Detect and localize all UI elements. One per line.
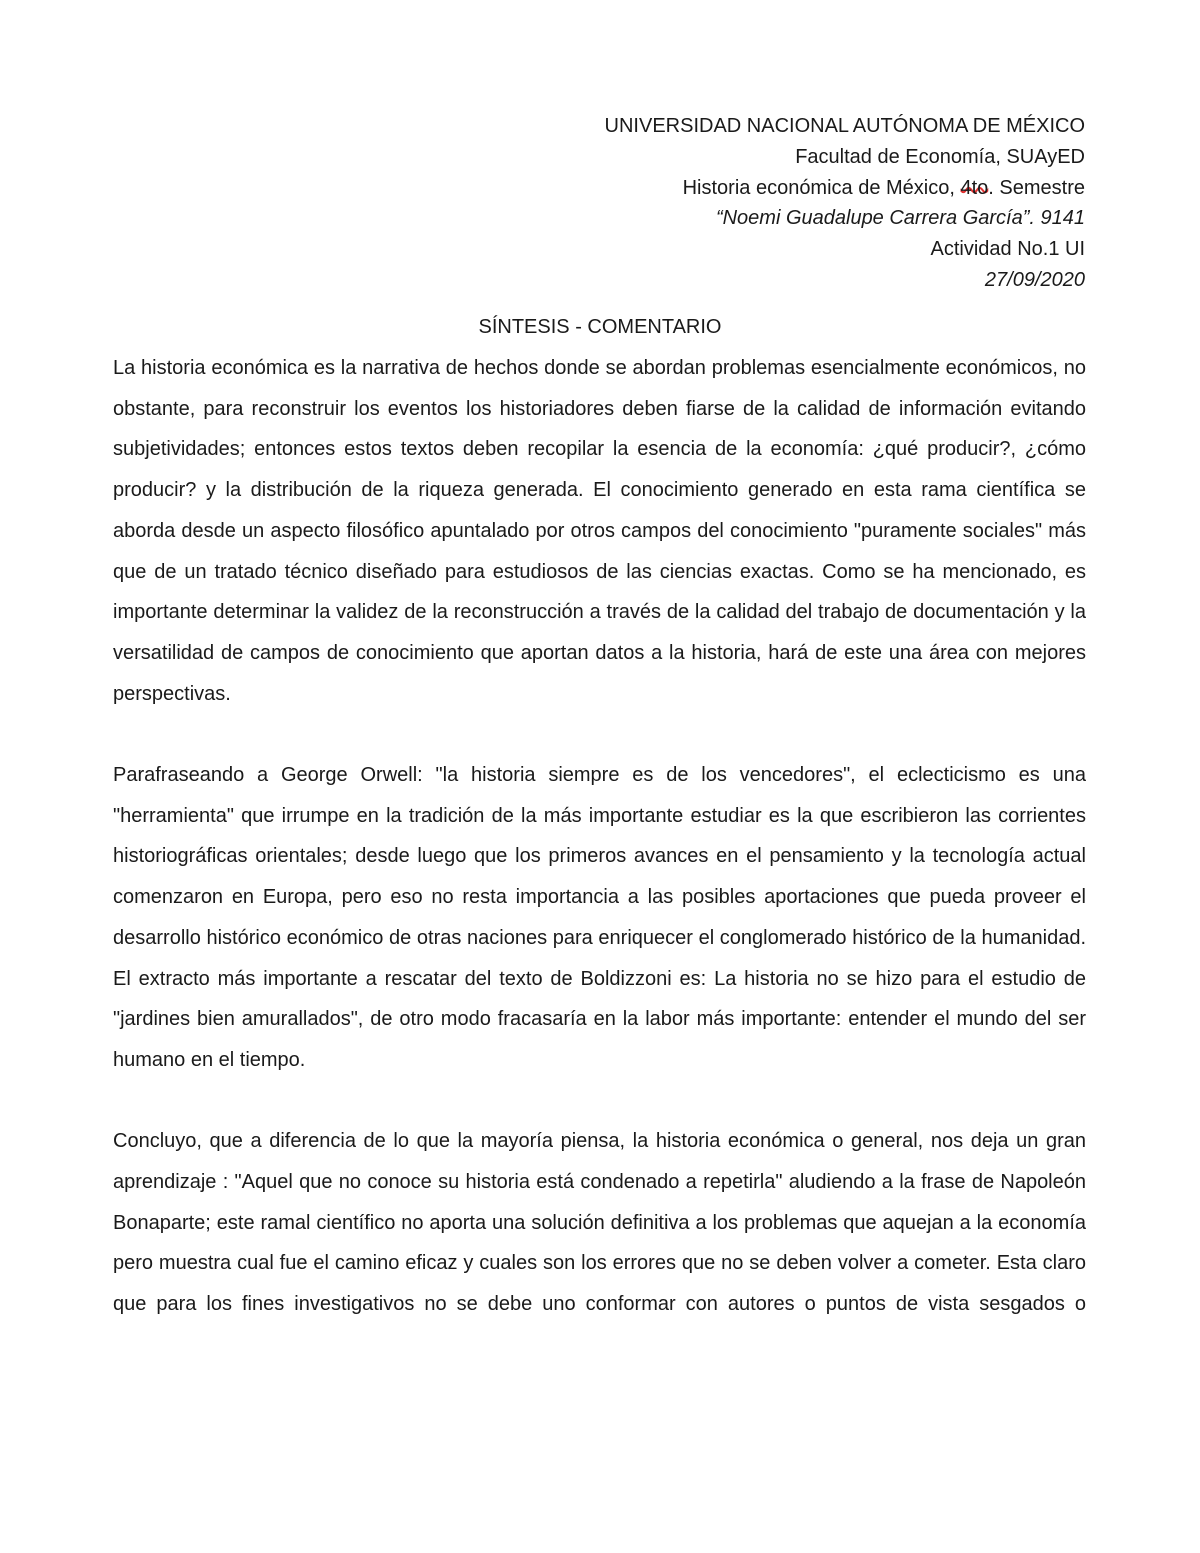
paragraph-2: Parafraseando a George Orwell: "la historia siempre es de los vencedores", el eclecticismo es una "herramienta" que irrumpe en la tradición de la más importante estudiar es la que escribieron las corrientes historiográficas orientales; desde luego que los primeros avances en el pensamiento y la tecnología actual comenzaron en Europa, pero eso no resta importancia a las posibles aportaciones que pueda proveer el desarrollo histórico económico de otras naciones para enriquecer el conglomerado histórico de la humanidad. El extracto más importante a rescatar del texto de Boldizzoni es: La historia no se hizo para el estudio de "jardines bien amurallados", de otro modo fracasaría en la labor más importante: entender el mundo del ser humano en el tiempo. bbox=[113, 764, 1086, 1071]
document-body bbox=[113, 348, 1086, 1325]
course-semester: . Semestre bbox=[988, 176, 1085, 199]
paragraph-1: La historia económica es la narrativa de hechos donde se abordan problemas esencialmente económicos, no obstante, para reconstruir los eventos los historiadores deben fiarse de la calidad de información evitando subjetividades; entonces estos textos deben recopilar la esencia de la economía: ¿qué producir?, ¿cómo producir? y la distribución de la riqueza generada. El conocimiento generado en esta rama científica se aborda desde un aspecto filosófico apuntalado por otros campos del conocimiento "puramente sociales" más que de un tratado técnico diseñado para estudiosos de las ciencias exactas. Como se ha mencionado, es importante determinar la validez de la reconstrucción a través de la calidad del trabajo de documentación y la versatilidad de campos de conocimiento que aportan datos a la historia, hará de este una área con mejores perspectivas. bbox=[113, 357, 1086, 705]
student-name: “Noemi Guadalupe Carrera García”. 9141 bbox=[715, 207, 1085, 230]
section-title: SÍNTESIS - COMENTARIO bbox=[478, 316, 722, 338]
activity-label: Actividad No.1 UI bbox=[930, 238, 1085, 261]
document-date: 27/09/2020 bbox=[984, 268, 1085, 291]
faculty-name: Facultad de Economía, SUAyED bbox=[795, 145, 1085, 168]
course-line bbox=[605, 173, 1085, 204]
university-name: UNIVERSIDAD NACIONAL AUTÓNOMA DE MÉXICO bbox=[604, 115, 1085, 137]
document-header bbox=[605, 111, 1085, 296]
spellcheck-flagged-word[interactable]: 4to bbox=[960, 176, 989, 199]
paragraph-3: Concluyo, que a diferencia de lo que la mayoría piensa, la historia económica o general, nos deja un gran aprendizaje : "Aquel que no conoce su historia está condenado a repetirla" aludiendo a la frase de Napoleón Bonaparte; este ramal científico no aporta una solución definitiva a los problemas que aquejan a la economía pero muestra cual fue el camino eficaz y cuales son los errores que no se deben volver a cometer. Esta claro que para los fines investigativos no se debe uno conformar con autores o puntos de vista sesgados o bbox=[113, 1130, 1086, 1316]
course-name: Historia económica de México, bbox=[682, 176, 961, 199]
